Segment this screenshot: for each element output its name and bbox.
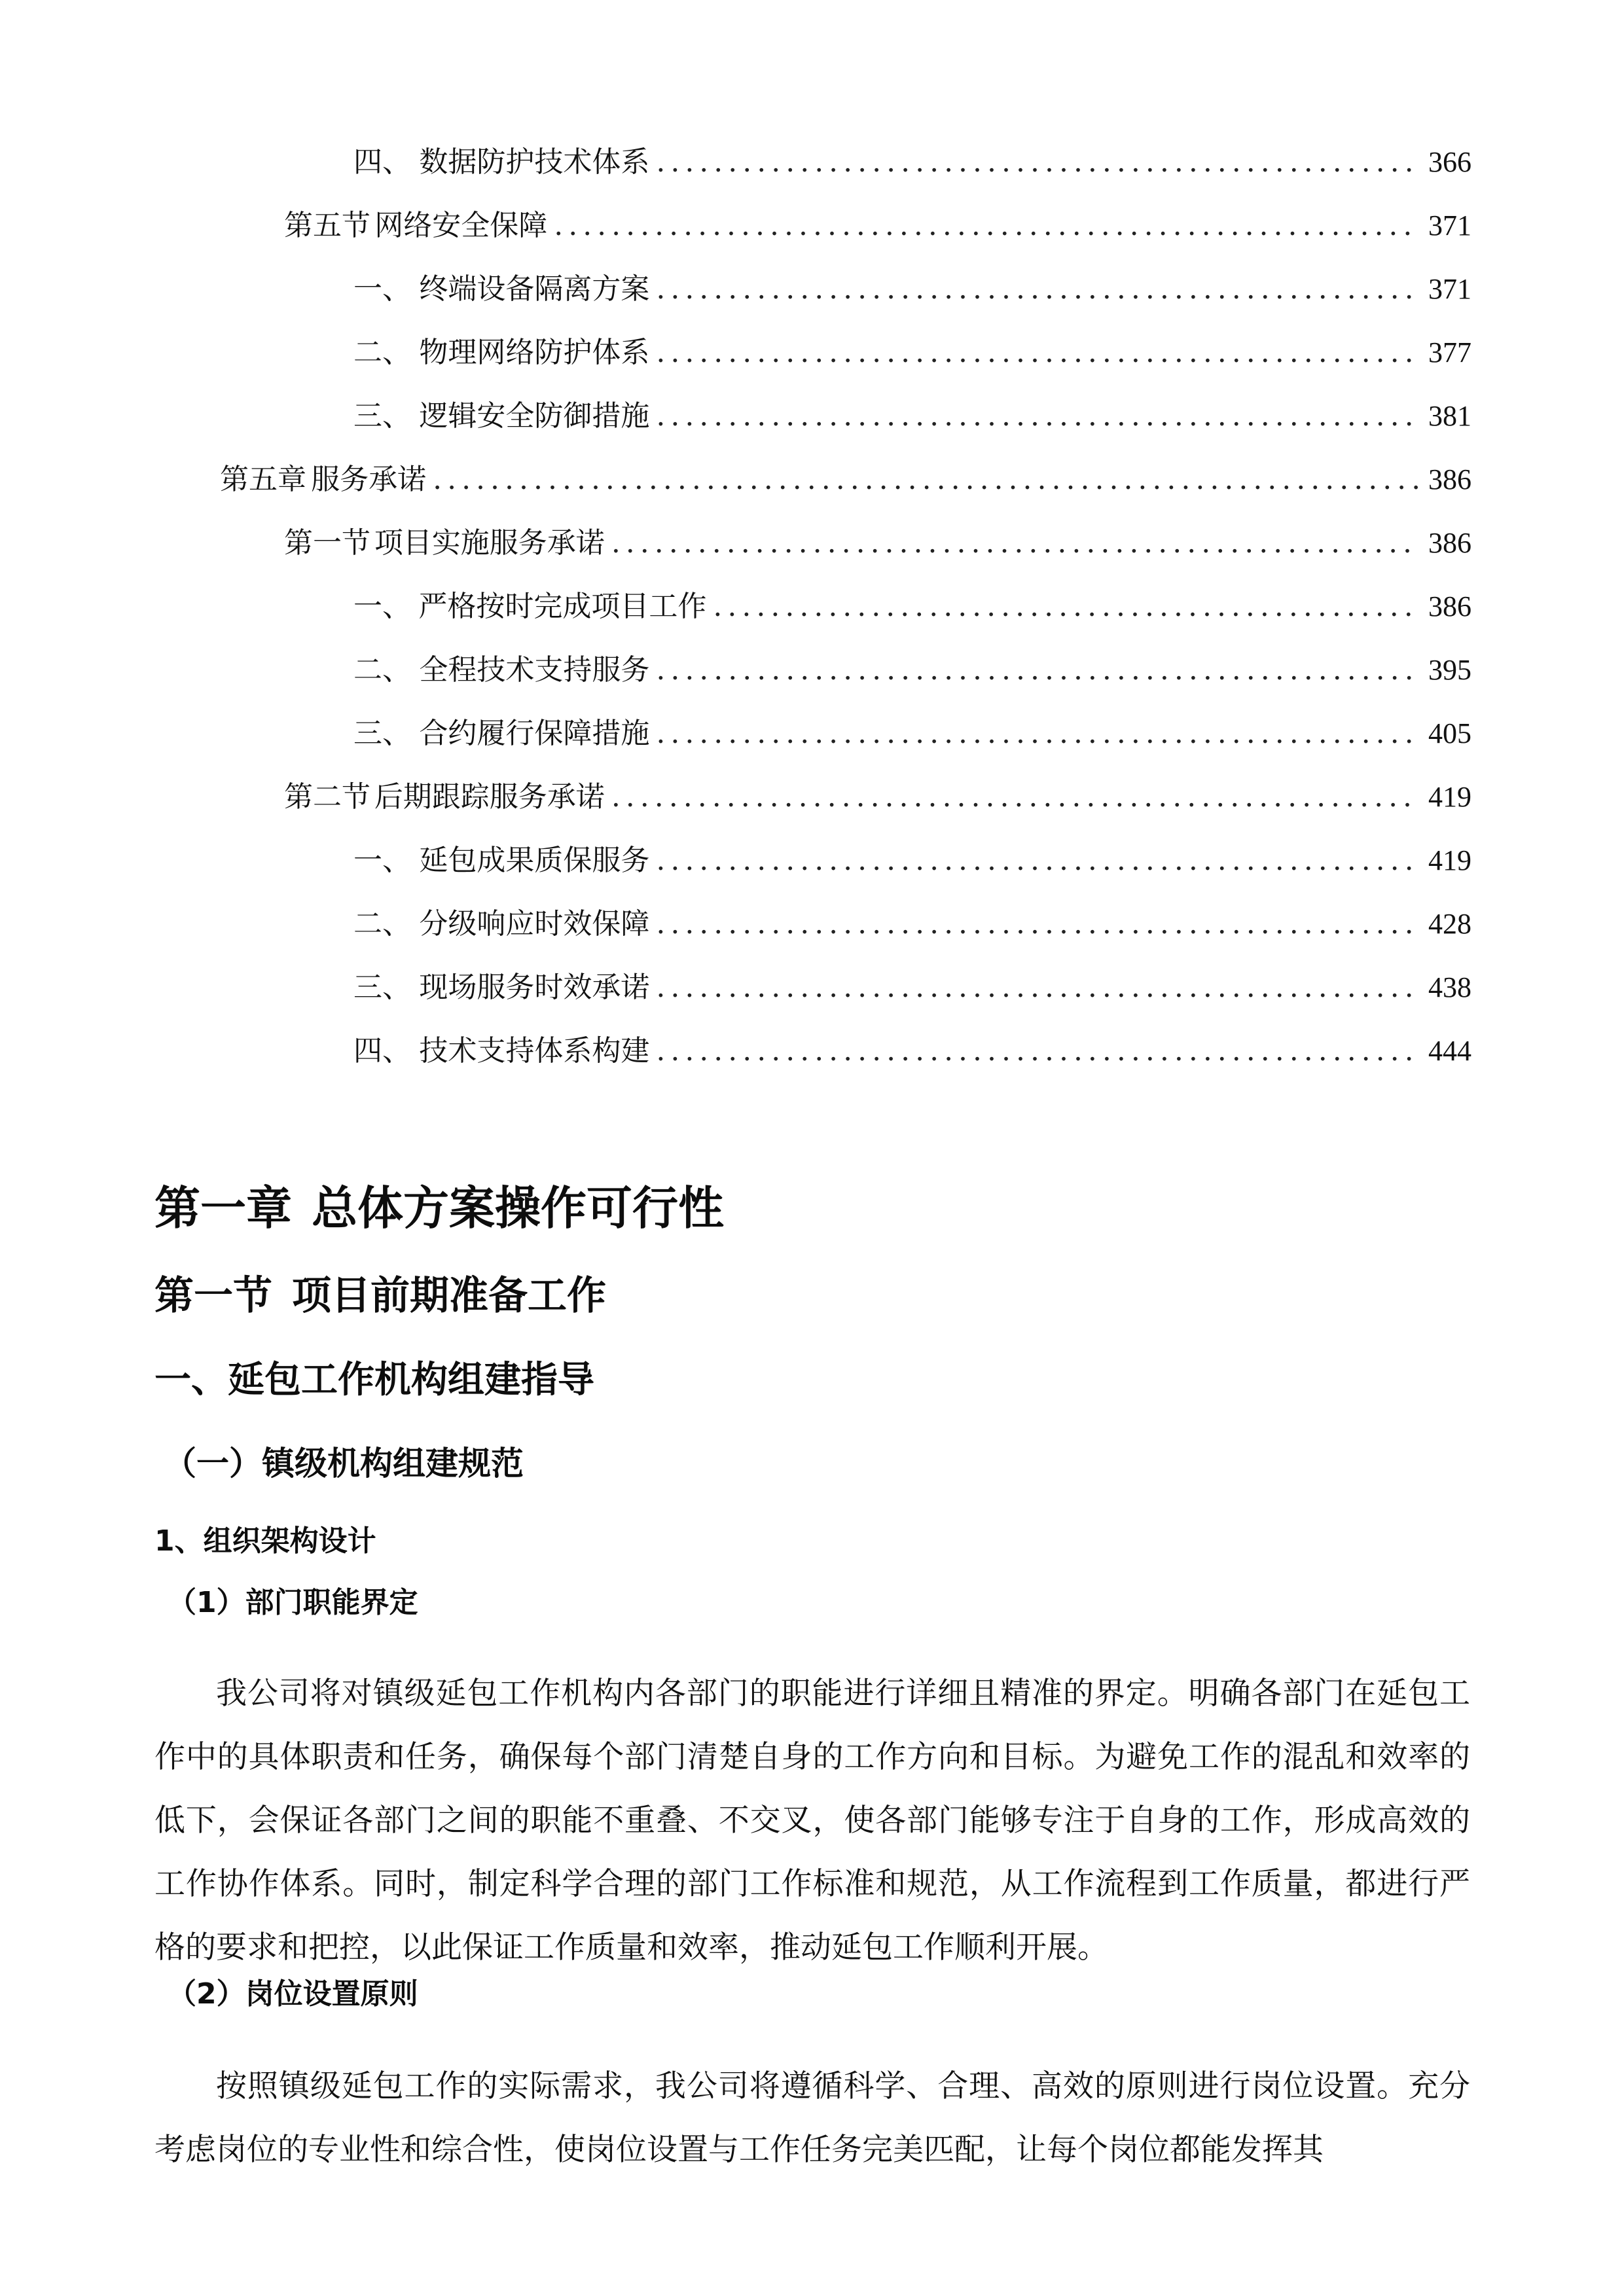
item-heading-2: （2）岗位设置原则 <box>168 1977 418 2011</box>
point-heading: 1、组织架构设计 <box>154 1524 376 1558</box>
toc-entry-page: 386 <box>1428 527 1471 559</box>
subsubsection-heading: （一）镇级机构组建规范 <box>164 1444 524 1482</box>
toc-entry-title: 数据防护技术体系 <box>419 145 650 179</box>
toc-entry[interactable] <box>353 651 1471 690</box>
toc-entry-title: 全程技术支持服务 <box>419 653 650 687</box>
toc-entry-number: 二、 <box>353 336 411 369</box>
toc-leader-dots <box>656 905 1419 944</box>
toc-entry-page: 444 <box>1428 1035 1471 1067</box>
toc-entry-number: 四、 <box>353 1034 411 1067</box>
toc-entry-page: 395 <box>1428 654 1471 686</box>
toc-entry-number: 二、 <box>353 653 411 687</box>
toc-entry-number: 一、 <box>353 844 411 877</box>
toc-entry-title: 技术支持体系构建 <box>419 1034 650 1067</box>
toc-entry-page: 371 <box>1428 209 1471 242</box>
toc-entry[interactable] <box>353 841 1471 880</box>
toc-leader-dots <box>433 460 1419 499</box>
toc-leader-dots <box>554 206 1419 245</box>
toc-leader-dots <box>656 270 1419 309</box>
toc-entry-number: 第五节 <box>284 209 370 242</box>
toc-entry-title: 分级响应时效保障 <box>419 907 650 941</box>
toc-entry-title: 现场服务时效承诺 <box>419 971 650 1004</box>
section-title: 项目前期准备工作 <box>292 1273 606 1319</box>
toc-entry-page: 405 <box>1428 717 1471 749</box>
toc-entry[interactable] <box>284 206 1471 245</box>
body-paragraph-2: 按照镇级延包工作的实际需求，我公司将遵循科学、合理、高效的原则进行岗位设置。充分考虑岗位的专业性和综合性，使岗位设置与工作任务完美匹配，让每个岗位都能发挥其 <box>154 2068 1470 2168</box>
toc-entry-number: 三、 <box>353 971 411 1004</box>
toc-leader-dots <box>713 587 1419 626</box>
item-heading-1: （1）部门职能界定 <box>168 1586 418 1619</box>
chapter-heading <box>154 1172 724 1238</box>
toc-entry-title: 项目实施服务承诺 <box>374 526 605 560</box>
toc-entry-page: 377 <box>1428 336 1471 368</box>
subsection-heading: 一、延包工作机构组建指导 <box>154 1359 594 1401</box>
toc-entry-title: 严格按时完成项目工作 <box>418 590 707 623</box>
toc-entry-page: 419 <box>1428 844 1471 876</box>
toc-leader-dots <box>656 1031 1419 1071</box>
toc-entry-page: 428 <box>1428 908 1471 940</box>
section-number: 第一节 <box>154 1273 272 1319</box>
toc-entry-page: 371 <box>1428 273 1471 305</box>
toc-entry[interactable] <box>353 905 1471 944</box>
toc-entry-title: 后期跟踪服务承诺 <box>374 780 605 814</box>
toc-leader-dots <box>611 778 1419 817</box>
toc-entry[interactable] <box>284 524 1471 563</box>
chapter-title: 总体方案操作可行性 <box>312 1181 724 1235</box>
body-paragraph-1: 我公司将对镇级延包工作机构内各部门的职能进行详细且精准的界定。明确各部门在延包工作中的具体职责和任务，确保每个部门清楚自身的工作方向和目标。为避免工作的混乱和效率的低下，会保证各部门之间的职能不重叠、不交叉，使各部门能够专注于自身的工作，形成高效的工作协作体系。同时，制定科学合理的部门工作标准和规范，从工作流程到工作质量，都进行严格的要求和把控，以此保证工作质量和效率，推动延包工作顺利开展。 <box>154 1676 1470 1965</box>
toc-entry-number: 第二节 <box>284 780 370 814</box>
toc-entry-title: 服务承诺 <box>311 463 427 496</box>
toc-entry-title: 终端设备隔离方案 <box>419 272 650 306</box>
toc-entry-title: 逻辑安全防御措施 <box>419 399 650 433</box>
toc-entry-number: 三、 <box>353 717 411 750</box>
toc-entry-page: 381 <box>1428 400 1471 432</box>
toc-entry-page: 419 <box>1428 781 1471 813</box>
toc-entry-title: 网络安全保障 <box>374 209 548 242</box>
section-heading <box>154 1265 606 1321</box>
toc-entry[interactable] <box>353 397 1471 436</box>
toc-entry[interactable] <box>353 270 1471 309</box>
toc-entry-number: 一、 <box>353 590 411 623</box>
toc-leader-dots <box>656 841 1419 880</box>
toc-entry-title: 延包成果质保服务 <box>419 844 650 877</box>
toc-entry-number: 四、 <box>353 145 411 179</box>
toc-leader-dots <box>656 714 1419 753</box>
toc-leader-dots <box>656 651 1419 690</box>
toc-leader-dots <box>656 968 1419 1007</box>
toc-leader-dots <box>611 524 1419 563</box>
toc-entry-page: 366 <box>1428 146 1471 178</box>
toc-entry-page: 386 <box>1428 590 1471 622</box>
toc-entry-number: 第一节 <box>284 526 370 560</box>
toc-entry-title: 合约履行保障措施 <box>419 717 650 750</box>
toc-entry-number: 第五章 <box>220 463 306 496</box>
toc-entry-page: 386 <box>1428 463 1471 495</box>
toc-entry-number: 一、 <box>353 272 411 306</box>
chapter-number: 第一章 <box>154 1181 292 1235</box>
toc-entry[interactable] <box>353 968 1471 1007</box>
toc-entry[interactable] <box>353 714 1471 753</box>
toc-entry[interactable] <box>284 778 1471 817</box>
toc-entry[interactable] <box>353 143 1471 182</box>
toc-entry[interactable] <box>353 587 1471 626</box>
toc-entry-title: 物理网络防护体系 <box>419 336 650 369</box>
toc-entry[interactable] <box>220 460 1471 499</box>
toc-entry[interactable] <box>353 1031 1471 1071</box>
toc-leader-dots <box>656 333 1419 372</box>
toc-entry-number: 二、 <box>353 907 411 941</box>
toc-leader-dots <box>656 397 1419 436</box>
toc-entry-number: 三、 <box>353 399 411 433</box>
toc-entry[interactable] <box>353 333 1471 372</box>
toc-leader-dots <box>656 143 1419 182</box>
toc-entry-page: 438 <box>1428 971 1471 1003</box>
